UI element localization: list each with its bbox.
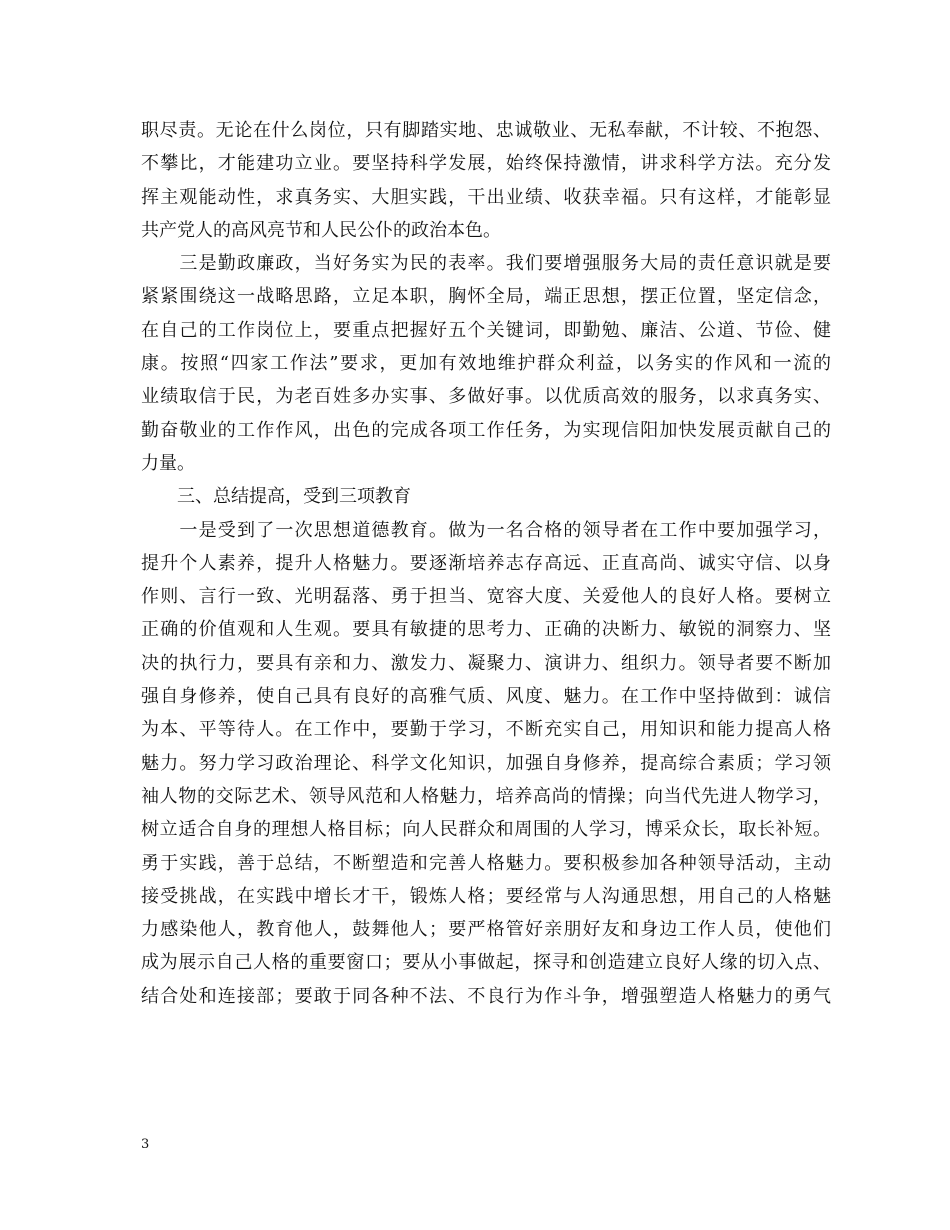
text-line: 共产党人的高风亮节和人民公仆的政治本色。 (141, 219, 501, 241)
text-line: 魅力。努力学习政治理论、科学文化知识，加强自身修养，提高综合素质；学习领 (141, 752, 831, 774)
text-line: 勇于实践，善于总结，不断塑造和完善人格魅力。要积极参加各种领导活动，主动 (141, 852, 831, 874)
text-line: 挥主观能动性，求真务实、大胆实践，干出业绩、收获幸福。只有这样，才能彰显 (141, 186, 831, 208)
text-line: 勤奋敬业的工作作风，出色的完成各项工作任务，为实现信阳加快发展贡献自己的 (141, 419, 831, 441)
text-line: 三是勤政廉政，当好务实为民的表率。我们要增强服务大局的责任意识就是要 (141, 253, 831, 275)
page-number: 3 (141, 1137, 150, 1152)
text-line: 为本、平等待人。在工作中，要勤于学习，不断充实自己，用知识和能力提高人格 (141, 719, 831, 741)
text-line: 康。按照“四家工作法”要求，更加有效地维护群众利益，以务实的作风和一流的 (141, 353, 831, 375)
text-line: 强自身修养，使自己具有良好的高雅气质、风度、魅力。在工作中坚持做到：诚信 (141, 686, 831, 708)
text-line: 一是受到了一次思想道德教育。做为一名合格的领导者在工作中要加强学习， (141, 519, 831, 541)
text-line: 力量。 (141, 452, 195, 474)
text-line: 树立适合自身的理想人格目标；向人民群众和周围的人学习，博采众长，取长补短。 (141, 819, 831, 841)
text-line: 紧紧围绕这一战略思路，立足本职，胸怀全局，端正思想，摆正位置，坚定信念， (141, 286, 831, 308)
text-line: 力感染他人，教育他人，鼓舞他人；要严格管好亲朋好友和身边工作人员，使他们 (141, 919, 831, 941)
text-line: 成为展示自己人格的重要窗口；要从小事做起，探寻和创造建立良好人缘的切入点、 (141, 952, 831, 974)
text-line: 业绩取信于民，为老百姓多办实事、多做好事。以优质高效的服务，以求真务实、 (141, 386, 831, 408)
body-text (141, 114, 831, 1013)
text-line: 袖人物的交际艺术、领导风范和人格魅力，培养高尚的情操；向当代先进人物学习， (141, 785, 831, 807)
text-line: 正确的价值观和人生观。要具有敏捷的思考力、正确的决断力、敏锐的洞察力、坚 (141, 619, 831, 641)
text-line: 作则、言行一致、光明磊落、勇于担当、宽容大度、关爱他人的良好人格。要树立 (141, 586, 831, 608)
section-heading: 三、总结提高，受到三项教育 (141, 486, 411, 508)
text-line: 不攀比，才能建功立业。要坚持科学发展，始终保持激情，讲求科学方法。充分发 (141, 153, 831, 175)
text-line: 提升个人素养，提升人格魅力。要逐渐培养志存高远、正直高尚、诚实守信、以身 (141, 552, 831, 574)
text-line: 决的执行力，要具有亲和力、激发力、凝聚力、演讲力、组织力。领导者要不断加 (141, 652, 831, 674)
text-line: 接受挑战，在实践中增长才干，锻炼人格；要经常与人沟通思想，用自己的人格魅 (141, 885, 831, 907)
text-line: 在自己的工作岗位上，要重点把握好五个关键词，即勤勉、廉洁、公道、节俭、健 (141, 319, 831, 341)
text-line: 结合处和连接部；要敢于同各种不法、不良行为作斗争，增强塑造人格魅力的勇气 (141, 985, 831, 1007)
text-line: 职尽责。无论在什么岗位，只有脚踏实地、忠诚敬业、无私奉献，不计较、不抱怨、 (141, 120, 831, 141)
